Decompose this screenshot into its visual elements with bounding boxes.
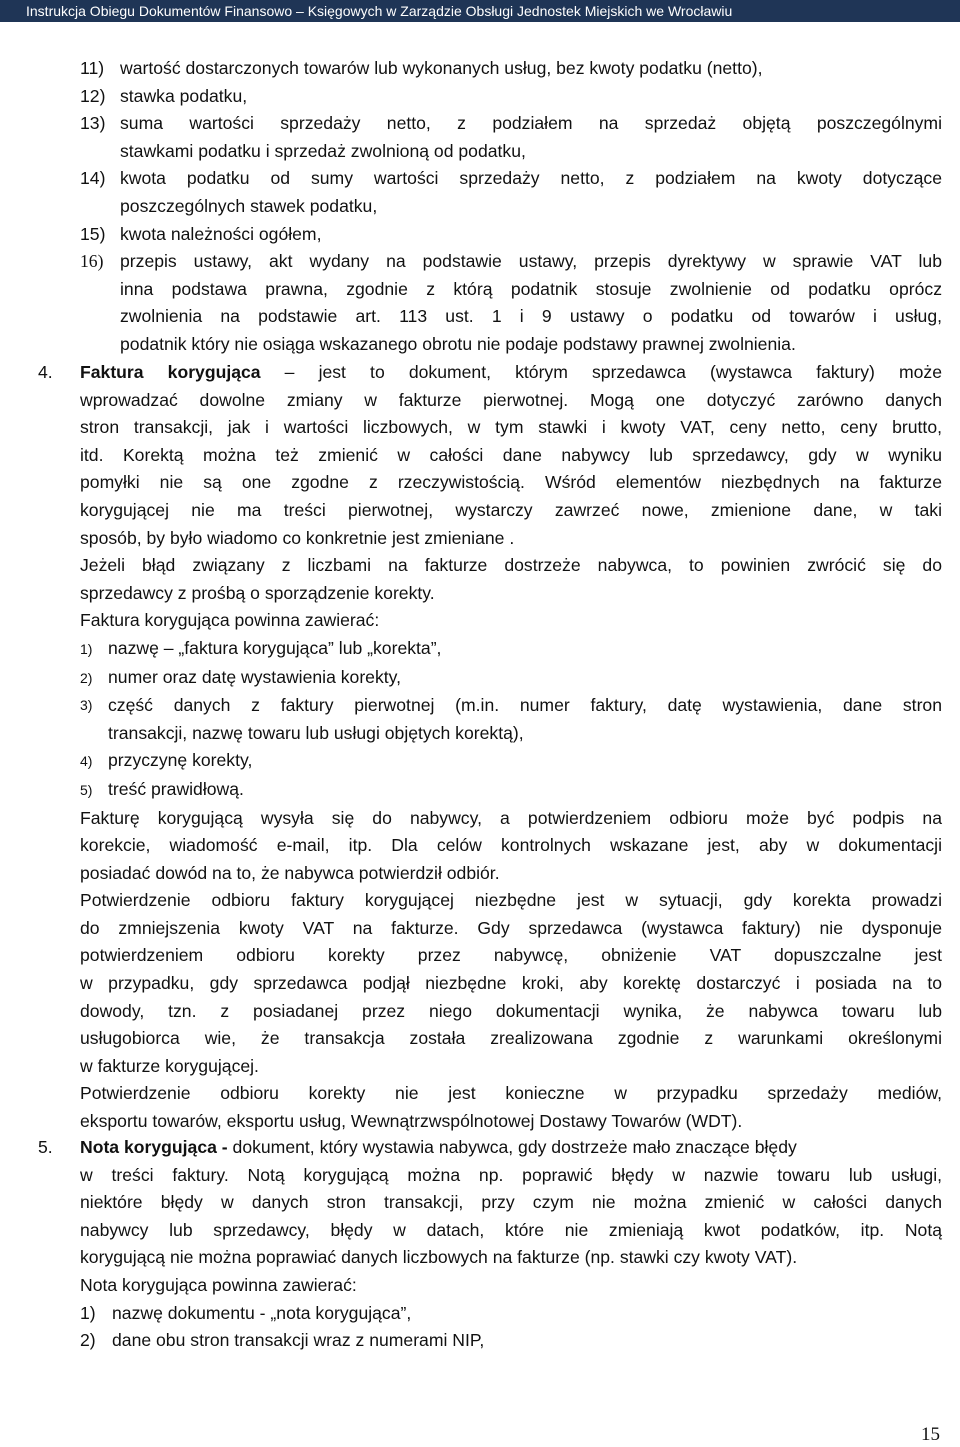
list-item: 14) kwota podatku od sumy wartości sprzedaży netto, z podziałem na kwoty dotyczące poszczególnych stawek podatku, [80, 168, 942, 216]
correction-items-list [80, 635, 942, 805]
running-header [0, 0, 960, 22]
list-item: 1) nazwę – „faktura korygująca” lub „korekta”, [80, 637, 442, 658]
list-item: 13) suma wartości sprzedaży netto, z podziałem na sprzedaż objętą poszczególnymi stawkami podatku i sprzedaż zwolnioną od podatku, [80, 113, 942, 161]
section-4-number: 4. [38, 362, 53, 382]
section-4-body: Faktura korygująca – jest to dokument, którym sprzedawca (wystawca faktury) może wprowadzać dowolne zmiany w fakturze pierwotnej. Mogą one dotyczyć zarówno danych stron transakcji, jak i wartości liczbowych, w tym stawki i kwoty VAT, ceny netto, ceny brutto, itd. Korektą można też zmienić w całości dane nabywcy lub sprzedawcy, gdy w wyniku pomyłki nie są one zgodne z rzeczywistością. Wśród elementów niezbędnych na fakturze korygującej nie ma treści pierwotnej, wystarczy zawrzeć nowe, zmienione dane, w taki sposób, by było wiadomo co konkretnie jest zmieniane . Jeżeli błąd związany z liczbami na fakturze dostrzeże nabywca, to powinien zwrócić się do sprzedawcy z prośbą o sporządzenie korekty. Faktura korygująca powinna zawierać: 1) nazwę – „faktura korygująca” lub „korekta”, 2) numer oraz datę wystawienia korekty, 3) część danych z faktury pierwotnej (m.in. numer faktury, datę wystawienia, dane stron transakcji, nazwę towaru lub usługi objętych korektą), 4) przyczynę korekty, 5) treść prawidłową. Fakturę korygującą wysyła się do nabywcy, a potwierdzeniem odbioru może być podpis na korekcie, wiadomość e-mail, itp. Dla celów kontrolnych wskazane jest, aby w dokumentacji posiadać dowód na to, że nabywca potwierdził odbiór. Potwierdzenie odbioru faktury korygującej niezbędne jest w sytuacji, gdy korekta prowadzi do zmniejszenia kwoty VAT na fakturze. Gdy sprzedawca (wystawca faktury) nie dysponuje potwierdzeniem odbioru korekty przez nabywcę, obniżenie VAT dopuszczalne jest w przypadku, gdy sprzedawca podjął niezbędne kroki, aby korektę dostarczyć i posiada na to dowody, tzn. z posiadanej przez niego dokumentacji wynika, że nabywca towaru lub usługobiorca wie, że transakcja została zrealizowana zgodnie z warunkami określonymi w fakturze korygującej. Potwierdzenie odbioru korekty nie jest konieczne w przypadku sprzedaży mediów, eksportu towarów, eksportu usług, Wewnątrzwspólnotowej Dostawy Towarów (WDT). [80, 362, 942, 1132]
page-number: 15 [921, 1424, 940, 1445]
list-item: 3) część danych z faktury pierwotnej (m.in. numer faktury, datę wystawienia, dane stron transakcji, nazwę towaru lub usługi objętych korektą), [80, 695, 942, 743]
section-5-body: Nota korygująca - dokument, który wystawia nabywca, gdy dostrzeże mało znaczące błędy w treści faktury. Notą korygującą można np. poprawić błędy w nazwie towaru lub usługi, niektóre błędy w danych stron transakcji, przy czym nie można zmienić w całości danych nabywcy lub sprzedawcy, błędy w datach, które nie zmieniają kwot podatków, itp. Notą korygującą nie można poprawiać danych liczbowych na fakturze (np. stawki czy kwoty VAT). Nota korygująca powinna zawierać: 1) nazwę dokumentu - „nota korygująca”, 2) dane obu stron transakcji wraz z numerami NIP, [80, 1134, 942, 1355]
list-item: 12) stawka podatku, [80, 85, 248, 106]
header-title: Instrukcja Obiegu Dokumentów Finansowo – Księgowych w Zarządzie Obsługi Jednostek Miejskich we Wrocławiu [26, 3, 733, 19]
numbered-list-top [80, 55, 942, 359]
list-item: 16) przepis ustawy, akt wydany na podstawie ustawy, przepis dyrektywy w sprawie VAT lub inna podstawa prawna, zgodnie z którą podatnik stosuje zwolnienie od podatku oprócz zwolnienia na podstawie art. 113 ust. 1 i 9 ustawy o podatku od towarów i usług, podatnik który nie osiąga wskazanego obrotu nie podaje podstawy prawnej zwolnienia. [80, 251, 942, 354]
list-item: 2) dane obu stron transakcji wraz z numerami NIP, [80, 1330, 485, 1351]
list-item: 1) nazwę dokumentu - „nota korygująca”, [80, 1302, 412, 1323]
list-item: 5) treść prawidłową. [80, 778, 244, 799]
section-5-number: 5. [38, 1137, 53, 1157]
list-item: 4) przyczynę korekty, [80, 750, 253, 771]
list-item: 11) wartość dostarczonych towarów lub wykonanych usług, bez kwoty podatku (netto), [80, 58, 763, 78]
list-item: 15) kwota należności ogółem, [80, 223, 322, 244]
section-4-title: Faktura korygująca [80, 362, 261, 382]
list-item: 2) numer oraz datę wystawienia korekty, [80, 666, 402, 687]
section-5-title: Nota korygująca - [80, 1137, 228, 1157]
